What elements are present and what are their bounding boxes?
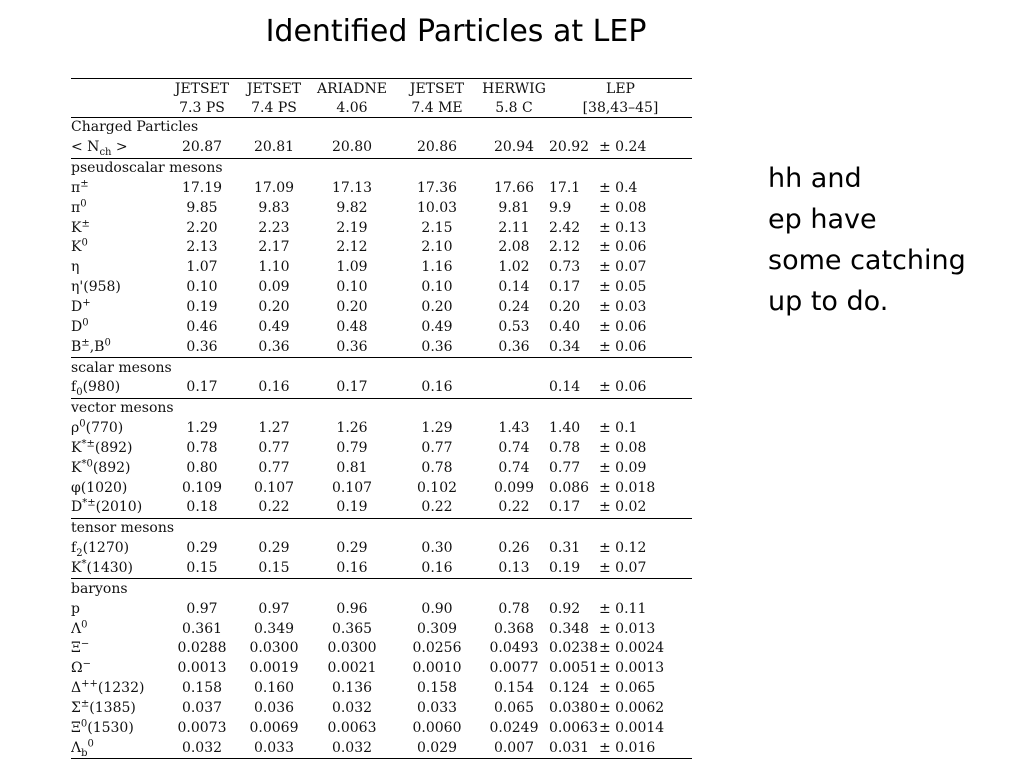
- header-cell: JETSET: [165, 79, 239, 99]
- value-cell: 0.29: [336, 540, 368, 557]
- value-cell: 1.10: [258, 259, 290, 276]
- particle-name: Σ±(1385): [71, 698, 136, 716]
- table-row: [71, 179, 692, 199]
- header-cell: ARIADNE: [309, 79, 395, 99]
- table-row: [71, 378, 692, 398]
- table-row: [71, 738, 692, 758]
- value-cell: 0.96: [336, 600, 368, 617]
- lep-value-cell: 0.14: [549, 379, 581, 396]
- header-corner: [71, 98, 165, 118]
- lep-error-cell: ± 0.4: [599, 179, 638, 196]
- value-cell: 20.87: [181, 139, 223, 156]
- value-cell: 0.36: [186, 338, 218, 355]
- slide-title: Identified Particles at LEP: [265, 14, 647, 49]
- lep-error-cell: ± 0.13: [599, 219, 647, 236]
- lep-value-cell: 0.0380: [549, 699, 598, 716]
- lep-error-cell: ± 0.06: [599, 318, 647, 335]
- section-title: pseudoscalar mesons: [71, 158, 692, 178]
- table-row: [71, 138, 692, 158]
- value-cell: 0.0019: [249, 660, 299, 677]
- value-cell: 0.10: [336, 279, 368, 296]
- value-cell: 2.08: [498, 239, 530, 256]
- particle-name: Ξ−: [71, 638, 90, 657]
- value-cell: 0.80: [186, 459, 218, 476]
- value-cell: 0.365: [331, 620, 373, 637]
- value-cell: 0.14: [498, 279, 530, 296]
- header-cell: JETSET: [239, 79, 309, 99]
- table-row: [71, 218, 692, 238]
- side-note-line: some catching: [768, 245, 966, 276]
- value-cell: 0.78: [421, 459, 453, 476]
- lep-value-cell: 1.40: [549, 420, 581, 437]
- value-cell: 0.22: [498, 499, 530, 516]
- value-cell: 0.74: [498, 459, 530, 476]
- lep-value-cell: 0.40: [549, 318, 581, 335]
- value-cell: 1.43: [498, 420, 530, 437]
- value-cell: 0.032: [331, 699, 373, 716]
- value-cell: 2.10: [421, 239, 453, 256]
- value-cell: 0.17: [336, 379, 368, 396]
- lep-error-cell: ± 0.0014: [599, 719, 665, 736]
- table-row: [71, 439, 692, 459]
- particle-name: $\Xi^0(1530)$: [71, 718, 134, 736]
- lep-error-cell: ± 0.03: [599, 299, 647, 316]
- lep-error-cell: ± 0.065: [599, 680, 656, 697]
- header-row-versions: [71, 98, 692, 118]
- table-row: [71, 298, 692, 318]
- value-cell: 0.16: [421, 379, 453, 396]
- table-row: [71, 718, 692, 738]
- table-row: [71, 258, 692, 278]
- table-row: [71, 659, 692, 679]
- lep-value-cell: 0.086: [549, 479, 590, 496]
- value-cell: 0.158: [181, 680, 223, 697]
- value-cell: 0.48: [336, 318, 368, 335]
- particle-name: < $N_{ch}$ >: [71, 139, 128, 159]
- table-row: [71, 317, 692, 337]
- lep-value-cell: 0.0238: [549, 640, 598, 657]
- value-cell: 17.19: [181, 179, 223, 196]
- value-cell: 0.107: [253, 479, 295, 496]
- value-cell: 20.80: [331, 139, 373, 156]
- value-cell: 0.10: [186, 279, 218, 296]
- value-cell: 0.29: [258, 540, 290, 557]
- particle-name: $K^{*0}(892)$: [71, 458, 131, 476]
- section-title: scalar mesons: [71, 358, 692, 378]
- value-cell: 17.13: [331, 179, 373, 196]
- value-cell: 0.36: [421, 338, 453, 355]
- lep-value-cell: 9.9: [549, 199, 572, 216]
- particle-name: D+: [71, 297, 91, 316]
- value-cell: 0.77: [421, 439, 453, 456]
- value-cell: 0.20: [258, 299, 290, 316]
- particle-name: $\Lambda_b^0$: [71, 738, 165, 758]
- value-cell: 0.107: [331, 479, 373, 496]
- side-note-line: hh and: [768, 163, 862, 194]
- value-cell: 0.49: [258, 318, 290, 335]
- particle-name: $\rho^0(770)$: [71, 418, 124, 437]
- value-cell: 0.037: [181, 699, 223, 716]
- value-cell: 2.17: [258, 239, 290, 256]
- value-cell: 0.0300: [327, 640, 377, 657]
- value-cell: 0.78: [498, 600, 530, 617]
- lep-error-cell: ± 0.12: [599, 540, 647, 557]
- value-cell: 0.158: [416, 680, 458, 697]
- value-cell: 0.29: [186, 540, 218, 557]
- value-cell: 0.0300: [249, 640, 299, 657]
- section-title: Charged Particles: [71, 118, 692, 138]
- value-cell: 0.15: [186, 559, 218, 576]
- particle-name: $f_2(1270)$: [71, 540, 130, 559]
- value-cell: 0.036: [253, 699, 295, 716]
- value-cell: 0.160: [253, 680, 295, 697]
- value-cell: 0.79: [336, 439, 368, 456]
- lep-value-cell: 0.31: [549, 540, 581, 557]
- lep-value-cell: 0.78: [549, 439, 581, 456]
- value-cell: 0.0077: [489, 660, 539, 677]
- lep-error-cell: ± 0.1: [599, 420, 638, 437]
- value-cell: 1.27: [258, 420, 290, 437]
- value-cell: 2.13: [186, 239, 218, 256]
- value-cell: 17.36: [416, 179, 458, 196]
- lep-value-cell: 17.1: [549, 179, 581, 196]
- lep-error-cell: ± 0.08: [599, 199, 647, 216]
- value-cell: 9.82: [336, 199, 368, 216]
- value-cell: [479, 378, 549, 398]
- value-cell: 1.02: [498, 259, 530, 276]
- value-cell: 9.81: [498, 199, 530, 216]
- lep-value-cell: 0.19: [549, 559, 581, 576]
- lep-error-cell: ± 0.07: [599, 259, 647, 276]
- lep-value-cell: 0.34: [549, 338, 581, 355]
- lep-error-cell: ± 0.09: [599, 459, 647, 476]
- value-cell: 0.0073: [177, 719, 227, 736]
- value-cell: 10.03: [416, 199, 458, 216]
- side-note-line: up to do.: [768, 286, 889, 317]
- particle-name: η: [71, 259, 80, 276]
- particle-name: K±: [71, 218, 90, 236]
- value-cell: 0.20: [421, 299, 453, 316]
- value-cell: 2.20: [186, 219, 218, 236]
- value-cell: 0.309: [416, 620, 458, 637]
- section-header-row: [71, 518, 692, 538]
- table-row: [71, 238, 692, 258]
- table-row: [71, 478, 692, 498]
- header-cell: LEP: [549, 79, 692, 99]
- table-row: [71, 278, 692, 298]
- value-cell: 0.22: [421, 499, 453, 516]
- lep-error-cell: ± 0.05: [599, 279, 647, 296]
- lep-value-cell: 20.92: [549, 139, 590, 156]
- section-header-row: [71, 158, 692, 178]
- table-row: [71, 419, 692, 439]
- value-cell: 0.77: [258, 439, 290, 456]
- value-cell: 0.49: [421, 318, 453, 335]
- section-title: tensor mesons: [71, 518, 692, 538]
- value-cell: 0.36: [258, 338, 290, 355]
- particle-name: Ω−: [71, 658, 91, 677]
- value-cell: 0.032: [165, 738, 239, 758]
- lep-error-cell: ± 0.08: [599, 439, 647, 456]
- lep-error-cell: ± 0.11: [599, 600, 647, 617]
- lep-value-cell: 2.42: [549, 219, 581, 236]
- lep-value-cell: 0.77: [549, 459, 581, 476]
- table-row: [71, 698, 692, 718]
- side-note-line: ep have: [768, 204, 877, 235]
- value-cell: 0.81: [336, 459, 368, 476]
- value-cell: 0.17: [186, 379, 218, 396]
- value-cell: 0.26: [498, 540, 530, 557]
- value-cell: 17.66: [493, 179, 535, 196]
- lep-value-cell: 0.124: [549, 680, 590, 697]
- value-cell: 0.77: [258, 459, 290, 476]
- particle-name: $K^0$: [71, 238, 88, 256]
- lep-error-cell: ± 0.02: [599, 499, 647, 516]
- section-header-row: [71, 398, 692, 418]
- header-corner: [71, 79, 165, 99]
- lep-error-cell: ± 0.0062: [599, 699, 665, 716]
- value-cell: 0.0288: [177, 640, 227, 657]
- value-cell: 0.102: [416, 479, 458, 496]
- table-row: [71, 198, 692, 218]
- value-cell: 0.033: [416, 699, 458, 716]
- particle-name: $D^0$: [71, 317, 89, 335]
- value-cell: 0.154: [493, 680, 535, 697]
- value-cell: 2.23: [258, 219, 290, 236]
- value-cell: 1.16: [421, 259, 453, 276]
- value-cell: 0.0021: [327, 660, 377, 677]
- table-row: [71, 619, 692, 639]
- value-cell: 0.13: [498, 559, 530, 576]
- value-cell: 0.78: [186, 439, 218, 456]
- value-cell: 17.09: [253, 179, 295, 196]
- lep-value-cell: 0.73: [549, 259, 581, 276]
- value-cell: 0.0060: [412, 719, 462, 736]
- value-cell: 0.0063: [327, 719, 377, 736]
- value-cell: 0.36: [498, 338, 530, 355]
- value-cell: 0.136: [331, 680, 373, 697]
- particle-name: K*±(892): [71, 438, 133, 456]
- header-cell: 5.8 C: [479, 98, 549, 118]
- value-cell: 0.16: [421, 559, 453, 576]
- value-cell: 20.81: [253, 139, 295, 156]
- header-row-generators: [71, 79, 692, 99]
- lep-error-cell: ± 0.24: [599, 139, 647, 156]
- value-cell: 0.53: [498, 318, 530, 335]
- table-row: [71, 599, 692, 619]
- value-cell: 1.26: [336, 420, 368, 437]
- value-cell: 0.16: [336, 559, 368, 576]
- lep-error-cell: ± 0.018: [599, 479, 656, 496]
- value-cell: 0.18: [186, 499, 218, 516]
- value-cell: 2.11: [498, 219, 530, 236]
- particle-name: η'(958): [71, 279, 121, 296]
- value-cell: 20.86: [416, 139, 458, 156]
- section-title: vector mesons: [71, 398, 692, 418]
- value-cell: 1.29: [186, 420, 218, 437]
- value-cell: 2.12: [336, 239, 368, 256]
- table-row: [71, 337, 692, 357]
- value-cell: 0.97: [186, 600, 218, 617]
- value-cell: 0.0256: [412, 640, 462, 657]
- value-cell: 0.24: [498, 299, 530, 316]
- header-cell: 7.4 PS: [239, 98, 309, 118]
- header-cell: [38,43–45]: [549, 98, 692, 118]
- particle-name: $f_0(980)$: [71, 379, 121, 399]
- lep-value-cell: 0.92: [549, 600, 581, 617]
- lep-value-cell: 0.17: [549, 499, 581, 516]
- lep-error-cell: ± 0.0024: [599, 640, 665, 657]
- value-cell: 0.0249: [489, 719, 539, 736]
- lep-value-cell: 0.17: [549, 279, 581, 296]
- lep-value-cell: 0.031: [549, 738, 599, 758]
- particle-name: π±: [71, 178, 89, 196]
- section-header-row: [71, 118, 692, 138]
- table-row: [71, 539, 692, 559]
- value-cell: 0.10: [421, 279, 453, 296]
- table-row: [71, 639, 692, 659]
- table-row: [71, 498, 692, 518]
- value-cell: 0.0013: [177, 660, 227, 677]
- lep-error-cell: ± 0.06: [599, 239, 647, 256]
- particle-name: K*(1430): [71, 558, 134, 576]
- section-title: baryons: [71, 579, 692, 599]
- value-cell: 9.85: [186, 199, 218, 216]
- value-cell: 0.19: [186, 299, 218, 316]
- particle-name: $B^\pm,B^0$: [71, 337, 111, 355]
- lep-value-cell: 0.348: [549, 620, 590, 637]
- value-cell: 0.033: [239, 738, 309, 758]
- particle-name: φ(1020): [71, 479, 128, 496]
- lep-error-cell: ± 0.016: [599, 738, 692, 758]
- lep-error-cell: ± 0.013: [599, 620, 656, 637]
- value-cell: 0.349: [253, 620, 295, 637]
- side-note: [768, 158, 1018, 322]
- value-cell: 0.90: [421, 600, 453, 617]
- section-header-row: [71, 579, 692, 599]
- value-cell: 0.029: [395, 738, 479, 758]
- lep-error-cell: ± 0.06: [599, 379, 647, 396]
- value-cell: 0.15: [258, 559, 290, 576]
- table-row: [71, 559, 692, 579]
- value-cell: 0.97: [258, 600, 290, 617]
- value-cell: 0.099: [493, 479, 535, 496]
- value-cell: 0.032: [309, 738, 395, 758]
- value-cell: 0.0010: [412, 660, 462, 677]
- value-cell: 9.83: [258, 199, 290, 216]
- value-cell: 0.22: [258, 499, 290, 516]
- value-cell: 2.19: [336, 219, 368, 236]
- lep-error-cell: ± 0.07: [599, 559, 647, 576]
- value-cell: 0.109: [181, 479, 223, 496]
- table-row: [71, 679, 692, 699]
- value-cell: 0.361: [181, 620, 223, 637]
- table-body: [71, 118, 692, 759]
- value-cell: 1.07: [186, 259, 218, 276]
- lep-error-cell: ± 0.06: [599, 338, 647, 355]
- header-cell: 7.4 ME: [395, 98, 479, 118]
- lep-value-cell: 2.12: [549, 239, 581, 256]
- particle-name: p: [71, 600, 80, 617]
- value-cell: 0.007: [479, 738, 549, 758]
- header-cell: 4.06: [309, 98, 395, 118]
- value-cell: 0.20: [336, 299, 368, 316]
- value-cell: 2.15: [421, 219, 453, 236]
- particle-name: Δ++(1232): [71, 678, 145, 697]
- value-cell: 0.0493: [489, 640, 539, 657]
- value-cell: 20.94: [493, 139, 535, 156]
- lep-error-cell: ± 0.0013: [599, 660, 665, 677]
- value-cell: 0.74: [498, 439, 530, 456]
- particle-name: $\Lambda^0$: [71, 619, 88, 637]
- header-cell: 7.3 PS: [165, 98, 239, 118]
- lep-value-cell: 0.0051: [549, 660, 598, 677]
- value-cell: 0.0069: [249, 719, 299, 736]
- value-cell: 0.368: [493, 620, 535, 637]
- value-cell: 0.09: [258, 279, 290, 296]
- value-cell: 0.19: [336, 499, 368, 516]
- header-cell: JETSET: [395, 79, 479, 99]
- value-cell: 0.36: [336, 338, 368, 355]
- header-cell: HERWIG: [479, 79, 549, 99]
- value-cell: 0.065: [493, 699, 535, 716]
- value-cell: 0.46: [186, 318, 218, 335]
- section-header-row: [71, 358, 692, 378]
- particle-multiplicity-table: [71, 78, 692, 759]
- value-cell: 1.29: [421, 420, 453, 437]
- particle-name: $\pi^0$: [71, 198, 87, 216]
- lep-value-cell: 0.20: [549, 299, 581, 316]
- table-row: [71, 458, 692, 478]
- value-cell: 1.09: [336, 259, 368, 276]
- value-cell: 0.16: [258, 379, 290, 396]
- lep-value-cell: 0.0063: [549, 719, 598, 736]
- particle-name: D*±(2010): [71, 498, 143, 516]
- value-cell: 0.30: [421, 540, 453, 557]
